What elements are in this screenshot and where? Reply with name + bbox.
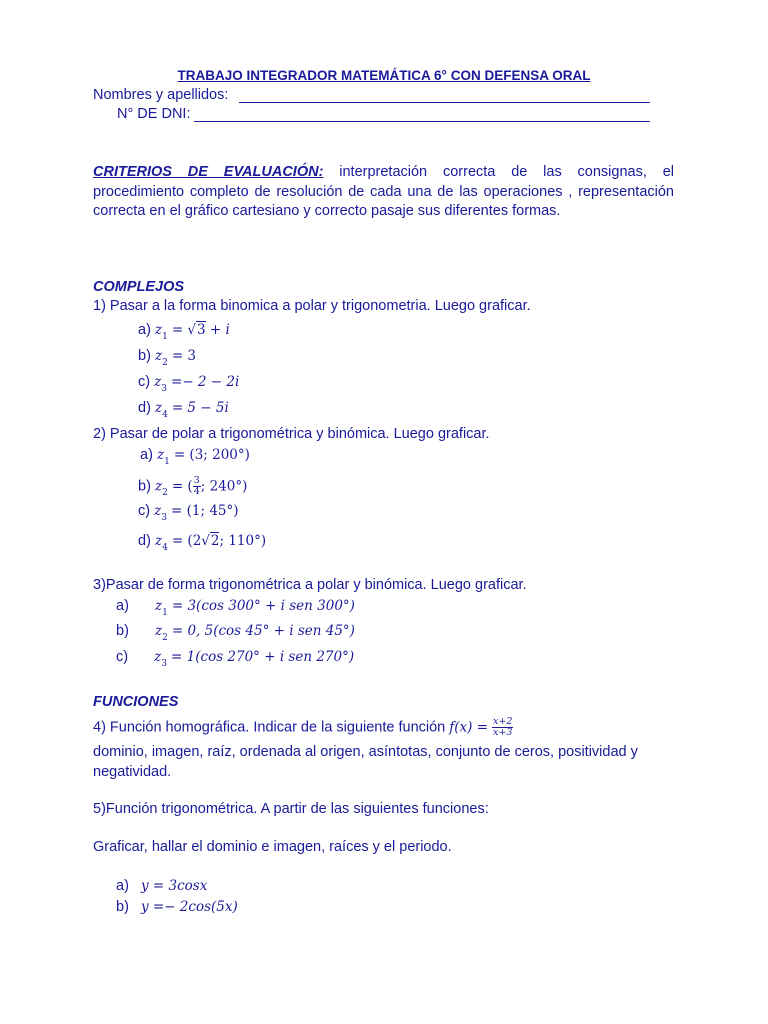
exercise-3-item-b: b) $z_2 = 0$, 5(cos 45° + i sen 45°) xyxy=(116,623,355,643)
dni-field[interactable] xyxy=(194,107,650,122)
section-complejos-heading: COMPLEJOS xyxy=(93,279,185,295)
criteria-paragraph xyxy=(93,163,674,222)
exercise-5-instruction: Graficar, hallar el dominio e imagen, raíces y el periodo. xyxy=(93,839,452,855)
exercise-2-statement: 2) Pasar de polar a trigonométrica y binómica. Luego graficar. xyxy=(93,426,490,442)
exercise-1-item-a: a) $z_1 = √3 + i$ xyxy=(138,322,230,342)
names-field[interactable] xyxy=(239,88,650,103)
exercise-4-continuation: dominio, imagen, raíz, ordenada al origen, asíntotas, conjunto de ceros, positividad y negatividad. xyxy=(93,744,638,780)
exercise-2-item-c: c) $z_3 = (1$; 45°) xyxy=(138,503,239,523)
exercise-2-item-a: a) $z_1 = (3$; 200°) xyxy=(140,447,250,467)
exercise-1-item-d: d) $z_4 = 5 - 5i$ xyxy=(138,400,229,420)
fraction-three-quarters: $\frac{3}{4}$ xyxy=(193,475,200,497)
exercise-1-item-c: c) $z_3 =- 2 - 2i$ xyxy=(138,374,240,394)
homographic-fraction: $\frac{x+2}{x+3}$ xyxy=(493,716,513,738)
exercise-3-item-a: a) $z_1 = 3(\cos$ 300° + i sen 300°) xyxy=(116,598,355,618)
criteria-text: interpretación correcta de las consignas, el procedimiento completo de resolución de cada una de las operaciones , representación correcta en el gráfico cartesiano y correcto pasaje sus diferentes formas. xyxy=(93,164,674,219)
document-title: TRABAJO INTEGRADOR MATEMÁTICA 6° CON DEFENSA ORAL xyxy=(177,68,591,83)
section-funciones-heading: FUNCIONES xyxy=(93,694,179,710)
exercise-2-item-b: b) $z_2$ = ( $\frac{3}{4}$ ; 240°) xyxy=(138,475,248,499)
names-label: Nombres y apellidos: xyxy=(93,87,229,103)
dni-label: N° DE DNI: xyxy=(117,106,191,122)
exercise-5-item-a: a) y = 3cosx xyxy=(116,878,208,894)
exercise-5-item-b: b) y =− 2cos(5x) xyxy=(116,899,238,915)
exercise-1-statement: 1) Pasar a la forma binomica a polar y trigonometria. Luego graficar. xyxy=(93,298,531,314)
exercise-5-statement: 5)Función trigonométrica. A partir de las siguientes funciones: xyxy=(93,801,489,817)
criteria-heading: CRITERIOS DE EVALUACIÓN: xyxy=(93,164,324,180)
exercise-4-statement: 4) Función homográfica. Indicar de la siguiente función f(x) = $\frac{x+2}{x+3}$ xyxy=(93,716,513,738)
exercise-3-statement: 3)Pasar de forma trigonométrica a polar y binómica. Luego graficar. xyxy=(93,577,527,593)
exercise-1-item-b: b) $z_2 = 3$ xyxy=(138,348,197,368)
exercise-3-item-c: c) $z_3 = 1(\cos$ 270° + i sen 270°) xyxy=(116,649,355,669)
exercise-2-item-d: d) $z_4 = (2√2$; 110°) xyxy=(138,533,267,553)
